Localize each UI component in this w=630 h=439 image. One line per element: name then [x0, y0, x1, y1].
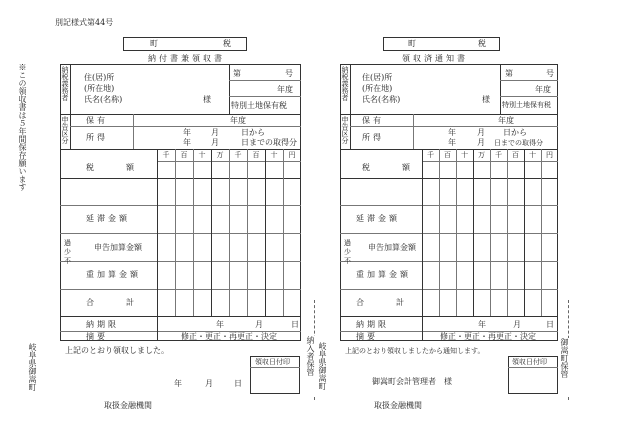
- left-digit-7: 円: [288, 151, 296, 159]
- left-number-suffix: 号: [285, 69, 293, 78]
- right-name-label: 氏名(名称): [362, 95, 401, 104]
- left-summary-label: 摘要: [86, 332, 108, 341]
- left-from-month: 月: [211, 128, 219, 137]
- left-late-fee-label: 延滞金額: [86, 214, 130, 223]
- left-year-suffix: 年度: [277, 85, 293, 94]
- right-deadline-month: 月: [513, 320, 521, 329]
- left-date-day: 日: [234, 379, 242, 388]
- right-tax-amount-label: 税 額: [362, 163, 412, 172]
- right-tax-suffix: 税: [478, 39, 486, 48]
- left-tax-prefix: 町: [150, 39, 158, 48]
- right-digit-3: 万: [478, 151, 485, 159]
- right-digit-1: 百: [444, 151, 451, 159]
- right-additional-tax-label: 申告加算金額: [368, 243, 416, 252]
- right-payer-label: 納税義務者: [341, 66, 349, 101]
- left-keep-note: 納入者保管: [306, 336, 315, 396]
- left-deadline-month: 月: [255, 320, 263, 329]
- left-tax-suffix: 税: [223, 39, 231, 48]
- left-to-day: 日までの取得分: [241, 138, 297, 147]
- right-from-day: 日から: [503, 128, 527, 137]
- left-to-month: 月: [211, 138, 219, 147]
- retention-note: ※この領収書は５年間保存願います: [18, 63, 27, 191]
- left-deadline-label: 納期限: [86, 320, 119, 329]
- right-tax-kind: 特別土地保有税: [502, 101, 551, 109]
- right-total-label: 合 計: [356, 298, 406, 307]
- left-receipt-stamp-label: 領収日付印: [255, 358, 290, 366]
- left-town-name: 岐阜県御嵩町: [28, 343, 37, 391]
- left-honorific: 様: [203, 95, 211, 104]
- right-deadline-label: 納期限: [356, 320, 389, 329]
- left-payer-label: 納税義務者: [61, 66, 69, 101]
- left-digit-2: 十: [198, 151, 206, 159]
- left-total-label: 合 計: [86, 298, 136, 307]
- left-number-label: 第: [233, 69, 241, 78]
- left-holding-label: 保有: [86, 116, 108, 125]
- left-from-day: 日から: [241, 128, 265, 137]
- left-declaration-label: 申告区分: [61, 116, 69, 144]
- left-tax-kind: 特別土地保有税: [231, 101, 287, 110]
- left-digit-6: 十: [270, 151, 278, 159]
- right-year-col: 年度: [498, 116, 514, 125]
- right-notice-text: 上記のとおり領収しましたから通知します。: [345, 347, 485, 355]
- right-number-label: 第: [505, 69, 513, 78]
- right-to-month: 月: [477, 138, 485, 147]
- right-number-suffix: 号: [546, 69, 554, 78]
- right-deadline-year: 年: [478, 320, 486, 329]
- right-declaration-label: 申告区分: [341, 116, 349, 144]
- right-receipt-stamp-label: 領収日付印: [512, 358, 547, 366]
- right-location-label: (所在地): [362, 84, 393, 93]
- right-address-label: 住(居)所: [362, 73, 393, 82]
- left-under-over-label: 過少不: [64, 239, 74, 265]
- right-tax-prefix: 町: [408, 39, 416, 48]
- right-to-year: 年: [448, 138, 456, 147]
- left-acquisition-label: 所得: [86, 133, 108, 142]
- right-treasurer: 御嵩町会計管理者 様: [372, 377, 452, 386]
- right-summary-label: 摘要: [356, 332, 378, 341]
- left-digit-4: 千: [234, 151, 242, 159]
- left-date-year: 年: [174, 379, 182, 388]
- left-receipt-text: 上記のとおり領収しました。: [65, 346, 169, 355]
- left-date-month: 月: [205, 379, 213, 388]
- left-location-label: (所在地): [84, 84, 115, 93]
- right-town-name: 岐阜県御嵩町: [318, 342, 327, 390]
- right-honorific: 様: [482, 95, 490, 104]
- form-number: 別記様式第44号: [55, 18, 114, 27]
- left-digit-5: 百: [252, 151, 260, 159]
- left-additional-tax-label: 申告加算金額: [94, 243, 142, 252]
- left-doc-title: 納付書兼領収書: [148, 54, 225, 63]
- left-summary-value: 修正・更正・再更正・決定: [181, 332, 277, 341]
- right-digit-5: 百: [512, 151, 519, 159]
- right-digit-7: 円: [546, 151, 553, 159]
- right-handling-bank: 取扱金融機関: [374, 401, 422, 410]
- left-tax-amount-label: 税 額: [86, 163, 136, 172]
- right-under-over-label: 過少不: [344, 239, 354, 265]
- left-digit-3: 万: [216, 151, 224, 159]
- left-to-year: 年: [183, 138, 191, 147]
- right-acquisition-label: 所得: [362, 133, 384, 142]
- left-name-label: 氏名(名称): [84, 95, 123, 104]
- right-from-year: 年: [448, 128, 456, 137]
- right-from-month: 月: [477, 128, 485, 137]
- right-to-day: 日までの取得分: [494, 139, 543, 147]
- right-heavy-additional-label: 重加算金額: [356, 270, 411, 279]
- left-year-col: 年度: [230, 116, 246, 125]
- right-keep-note: 御嵩町保管: [560, 338, 569, 396]
- left-deadline-year: 年: [216, 320, 224, 329]
- left-from-year: 年: [183, 128, 191, 137]
- left-digit-0: 千: [162, 151, 170, 159]
- right-holding-label: 保有: [362, 116, 384, 125]
- right-deadline-day: 日: [546, 320, 554, 329]
- right-late-fee-label: 延滞金額: [356, 214, 400, 223]
- right-digit-6: 十: [529, 151, 536, 159]
- left-digit-1: 百: [180, 151, 188, 159]
- left-deadline-day: 日: [291, 320, 299, 329]
- left-handling-bank: 取扱金融機関: [104, 401, 152, 410]
- right-summary-value: 修正・更正・再更正・決定: [440, 332, 536, 341]
- left-heavy-additional-label: 重加算金額: [86, 270, 141, 279]
- right-doc-title: 領収済通知書: [402, 54, 468, 63]
- right-year-suffix: 年度: [535, 85, 551, 94]
- right-digit-0: 千: [427, 151, 434, 159]
- right-digit-4: 千: [495, 151, 502, 159]
- right-digit-2: 十: [461, 151, 468, 159]
- left-address-label: 住(居)所: [84, 73, 115, 82]
